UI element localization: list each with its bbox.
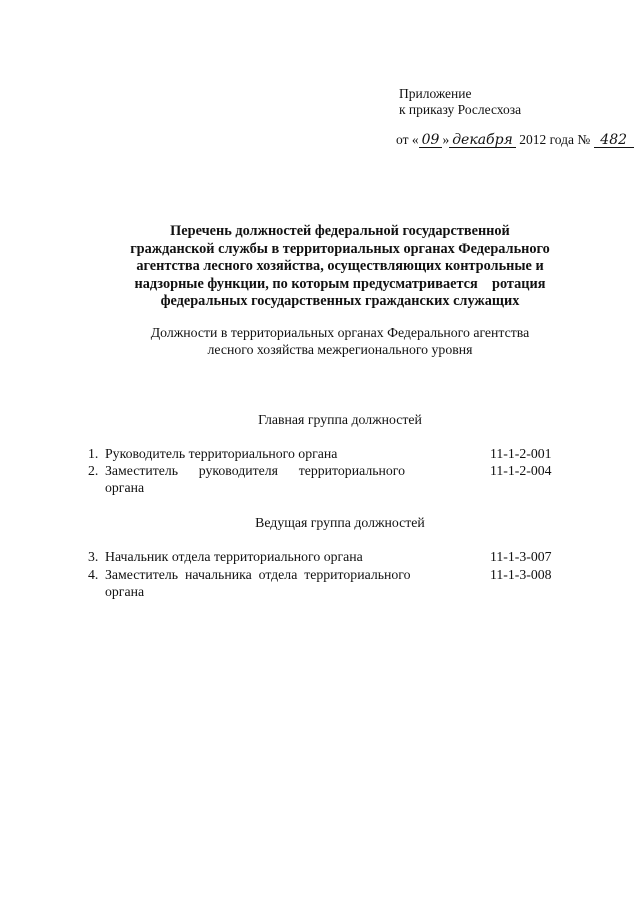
item-position: Начальник отдела территориального органа xyxy=(105,549,363,564)
item-position-continued: органа xyxy=(105,479,145,495)
document-title xyxy=(100,223,580,311)
item-code: 11-1-3-008 xyxy=(490,567,552,582)
item-number: 3. xyxy=(88,549,99,564)
subtitle-line: лесного хозяйства межрегионального уровня xyxy=(207,342,473,357)
handwritten-day: 09 xyxy=(419,133,443,148)
subtitle-line: Должности в территориальных органах Федерального агентства xyxy=(150,325,530,340)
item-number: 2. xyxy=(88,463,99,478)
handwritten-month: декабря xyxy=(449,133,516,148)
title-line: гражданской службы в территориальных органах Федерального xyxy=(130,240,550,257)
item-position-continued: органа xyxy=(105,583,145,599)
item-code: 11-1-2-001 xyxy=(490,446,552,461)
handwritten-order-number: 482 xyxy=(594,133,634,148)
title-line: надзорные функции, по которым предусматривается ротация xyxy=(134,275,546,292)
order-reference: к приказу Рослесхоза xyxy=(399,102,522,117)
order-year: 2012 года № xyxy=(519,132,591,147)
item-number: 4. xyxy=(88,567,99,582)
order-date-line xyxy=(396,131,634,149)
item-code: 11-1-2-004 xyxy=(490,463,552,478)
item-number: 1. xyxy=(88,446,99,461)
item-position: Руководитель территориального органа xyxy=(105,446,338,461)
list-item xyxy=(88,567,558,601)
appendix-label: Приложение xyxy=(399,86,472,101)
section-subtitle xyxy=(120,324,560,358)
item-code: 11-1-3-007 xyxy=(490,549,552,564)
item-position: Заместитель руководителя территориального xyxy=(105,463,405,478)
title-line: агентства лесного хозяйства, осуществляющих контрольные и xyxy=(136,258,544,275)
list-item xyxy=(88,549,558,566)
order-quote-close: » xyxy=(442,132,450,147)
item-position: Заместитель начальника отдела территориального xyxy=(105,567,411,582)
appendix-header xyxy=(396,86,521,118)
group-heading-main: Главная группа должностей xyxy=(258,412,422,427)
list-item xyxy=(88,463,558,497)
group-heading-leading: Ведущая группа должностей xyxy=(255,515,425,530)
title-line: Перечень должностей федеральной государственной xyxy=(170,223,510,239)
title-line: федеральных государственных гражданских служащих xyxy=(160,293,520,310)
list-item xyxy=(88,446,558,463)
order-prefix: от « xyxy=(396,132,419,147)
